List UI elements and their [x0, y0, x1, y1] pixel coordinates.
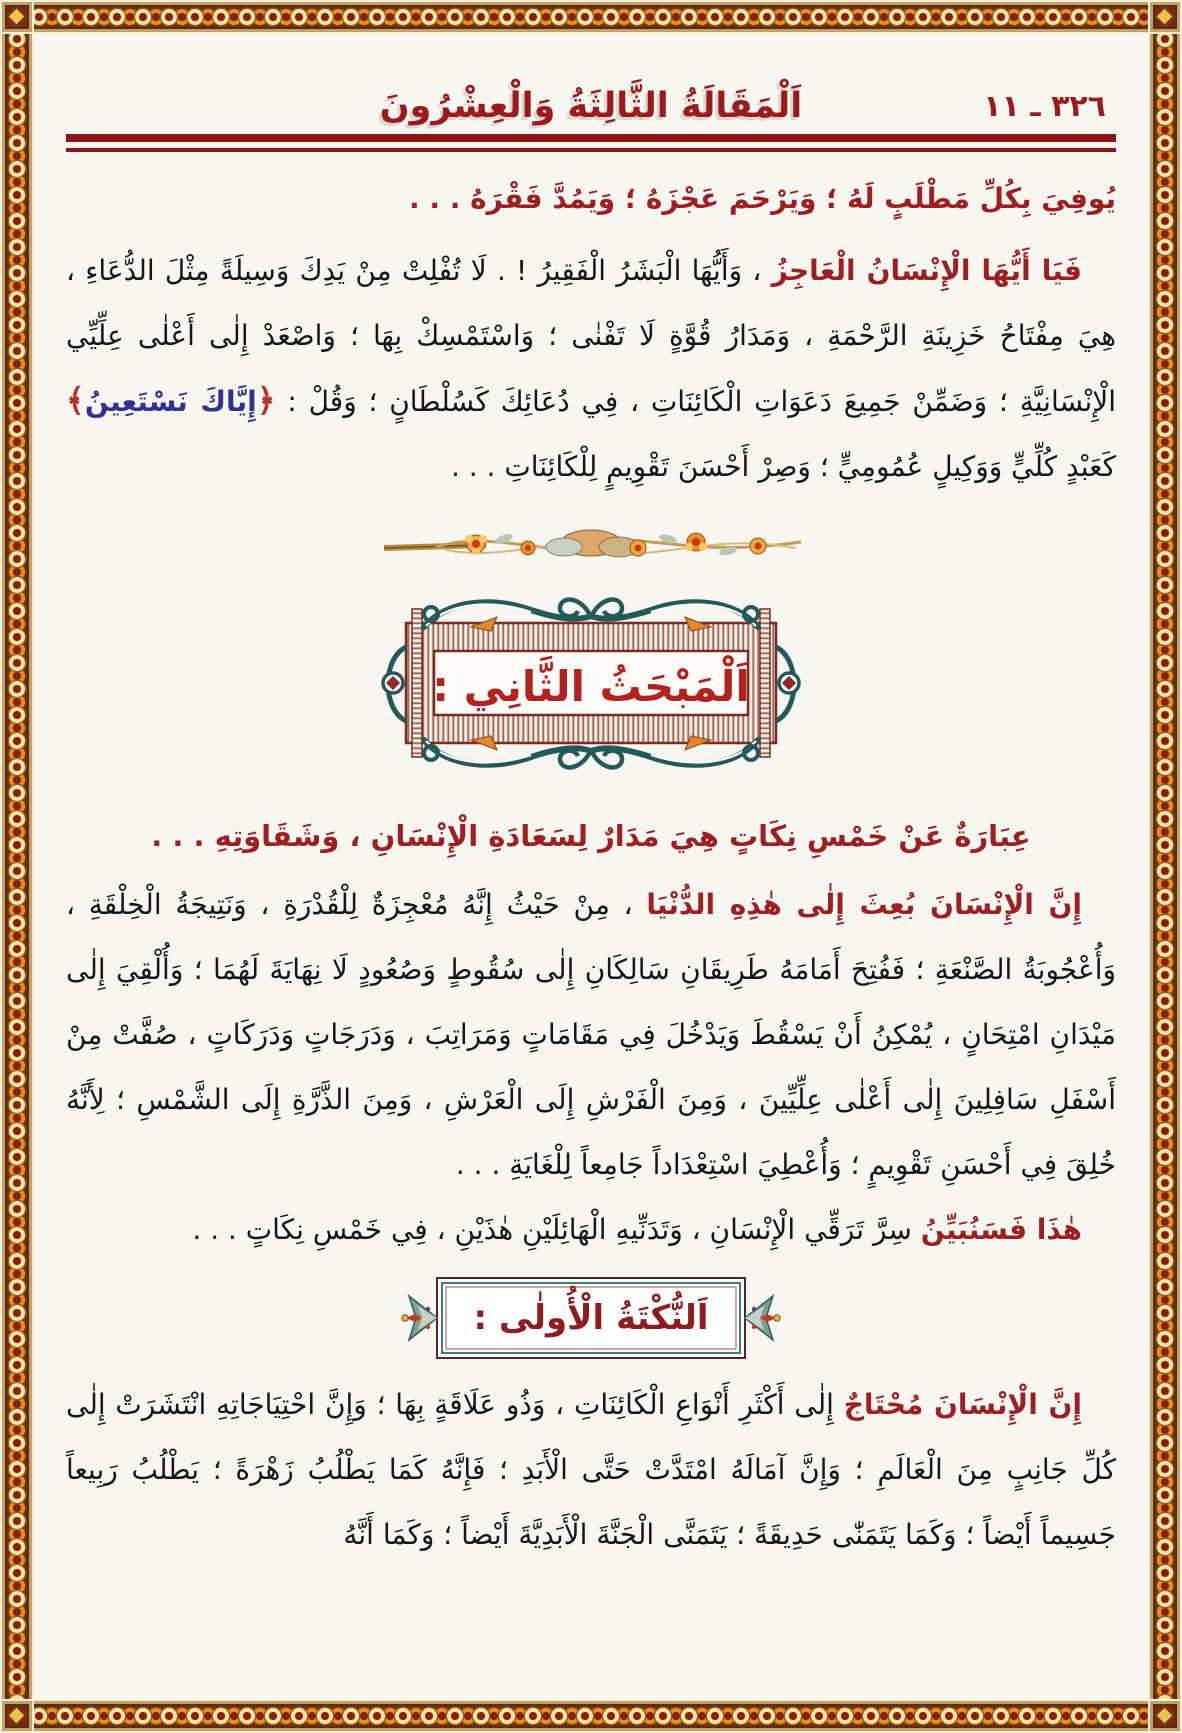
section-frame-ornament [376, 581, 806, 786]
body-text: ، مِنْ حَيْثُ إِنَّهُ مُعْجِزَةٌ لِلْقُدْرَةِ ، وَنَتِيجَةُ الْخِلْقَةِ ، وَأُعْجُوبَةُ الصَّنْعَةِ ؛ فَفُتِحَ أَمَامَهُ طَرِيقَانِ سَالِكَانِ إِلٰى سُقُوطٍ وَصُعُودٍ لَا نِهَايَةَ لَهُمَا ؛ وَأُلْقِيَ إِلٰى مَيْدَانِ امْتِحَانٍ ، يُمْكِنُ أَنْ يَسْقُطَ وَيَدْخُلَ فِي مَقَامَاتٍ وَمَرَاتِبَ ، وَدَرَجَاتٍ وَدَرَكَاتٍ ، صُفَّتْ مِنْ أَسْفَلِ سَافِلِينَ إِلٰى أَعْلٰى عِلِّيِّينَ ، وَمِنَ الْفَرْشِ إِلَى الْعَرْشِ ، وَمِنَ الذَّرَّةِ إِلَى الشَّمْسِ ؛ لِأَنَّهُ خُلِقَ فِي أَحْسَنِ تَقْوِيمٍ ؛ وَأُعْطِيَ اسْتِعْدَاداً جَامِعاً لِلْغَايَةِ . . . [66, 888, 1116, 1181]
page-number: ٣٢٦ ـ ١١ [983, 89, 1106, 124]
page-border-top [0, 0, 1182, 34]
paragraph-main [66, 872, 1116, 1197]
note-title: اَلنُّكْتَةُ الْأُولٰى : [473, 1298, 709, 1338]
section-title: اَلْمَبْحَثُ الثَّانِي : [432, 662, 750, 711]
paragraph-transition [66, 1197, 1116, 1262]
page-border-corner-icon [1148, 1699, 1182, 1733]
body-text: ، وَأَيُّهَا الْبَشَرُ الْفَقِيرُ ! . لَا تُفْلِتْ مِنْ يَدِكَ وَسِيلَةً مِثْلَ الدُّعَاءِ ، هِيَ مِفْتَاحُ خَزِينَةِ الرَّحْمَةِ ، وَمَدَارُ قُوَّةٍ لَا تَفْنٰى ؛ وَاسْتَمْسِكْ بِهَا ؛ وَاصْعَدْ إِلٰى أَعْلٰى عِلِّيِّي الْإِنْسَانِيَّةِ ؛ وَضَمِّنْ جَمِيعَ دَعَوَاتِ الْكَائِنَاتِ ، فِي دُعَائِكَ كَسُلْطَانٍ ؛ وَقُلْ : [66, 254, 1116, 418]
page-border-corner-icon [0, 0, 34, 34]
body-text: إِلٰى أَكْثَرِ أَنْوَاعِ الْكَائِنَاتِ ، وَذُو عَلَاقَةٍ بِهَا ؛ وَإِنَّ احْتِيَاجَاتِهِ انْتَشَرَتْ إِلٰى كُلِّ جَانِبٍ مِنَ الْعَالَمِ ؛ وَإِنَّ آمَالَهُ امْتَدَّتْ حَتَّى الْأَبَدِ ؛ فَإِنَّهُ كَمَا يَطْلُبُ زَهْرَةً ؛ يَطْلُبُ رَبِيعاً جَسِيماً أَيْضاً ؛ وَكَمَا يَتَمَنّٰى حَدِيقَةً ؛ يَتَمَنَّى الْجَنَّةَ الْأَبَدِيَّةَ أَيْضاً ؛ وَكَمَا أَنَّهُ [66, 1388, 1116, 1551]
red-lead-text: إِنَّ الْإِنْسَانَ بُعِثَ إِلٰى هٰذِهِ الدُّنْيَا [646, 888, 1082, 921]
header-rule [66, 134, 1116, 152]
red-lead-text: هٰذَا فَسَنُبَيِّنُ [920, 1213, 1082, 1246]
page-title: اَلْمَقَالَةُ الثَّالِثَةُ وَالْعِشْرُونَ [379, 86, 803, 126]
verse-bracket-open: ﴿ [256, 381, 276, 419]
paragraph-first-point [66, 1372, 1116, 1567]
paragraph-dua [66, 238, 1116, 499]
body-text: كَعَبْدٍ كُلِّيٍّ وَوَكِيلٍ عُمُومِيٍّ ؛ وَصِرْ أَحْسَنَ تَقْوِيمٍ لِلْكَائِنَاتِ . . . [450, 450, 1116, 483]
quran-verse: إِيَّاكَ نَسْتَعِينُ [84, 385, 257, 418]
page-border-bottom [0, 1699, 1182, 1733]
floral-divider-ornament [376, 517, 806, 567]
paragraph-red-summary: عِبَارَةٌ عَنْ خَمْسِ نِكَاتٍ هِيَ مَدَارٌ لِسَعَادَةِ الْإِنْسَانِ ، وَشَقَاوَتِهِ . . . [151, 819, 1031, 853]
note-box-ornament [401, 1274, 781, 1362]
page-border-left [0, 0, 34, 1733]
page-header [66, 50, 1116, 126]
page-border-corner-icon [1148, 0, 1182, 34]
page-content [66, 50, 1116, 1695]
verse-bracket-close: ﴾ [66, 381, 85, 419]
page-border-corner-icon [0, 1699, 34, 1733]
paragraph-red-intro: يُوفِيَ بِكُلِّ مَطْلَبٍ لَهُ ؛ وَيَرْحَمَ عَجْزَهُ ؛ وَيَمُدَّ فَقْرَهُ . . . [409, 182, 1116, 215]
body-text: سِرَّ تَرَقِّي الْإِنْسَانِ ، وَتَدَنِّيهِ الْهَائِلَيْنِ هٰذَيْنِ ، فِي خَمْسِ نِكَاتٍ . . . [192, 1213, 921, 1246]
red-lead-text: إِنَّ الْإِنْسَانَ مُحْتَاجٌ [843, 1388, 1083, 1421]
page-border-right [1148, 0, 1182, 1733]
red-lead-text: فَيَا أَيُّهَا الْإِنْسَانُ الْعَاجِزُ [771, 254, 1082, 287]
